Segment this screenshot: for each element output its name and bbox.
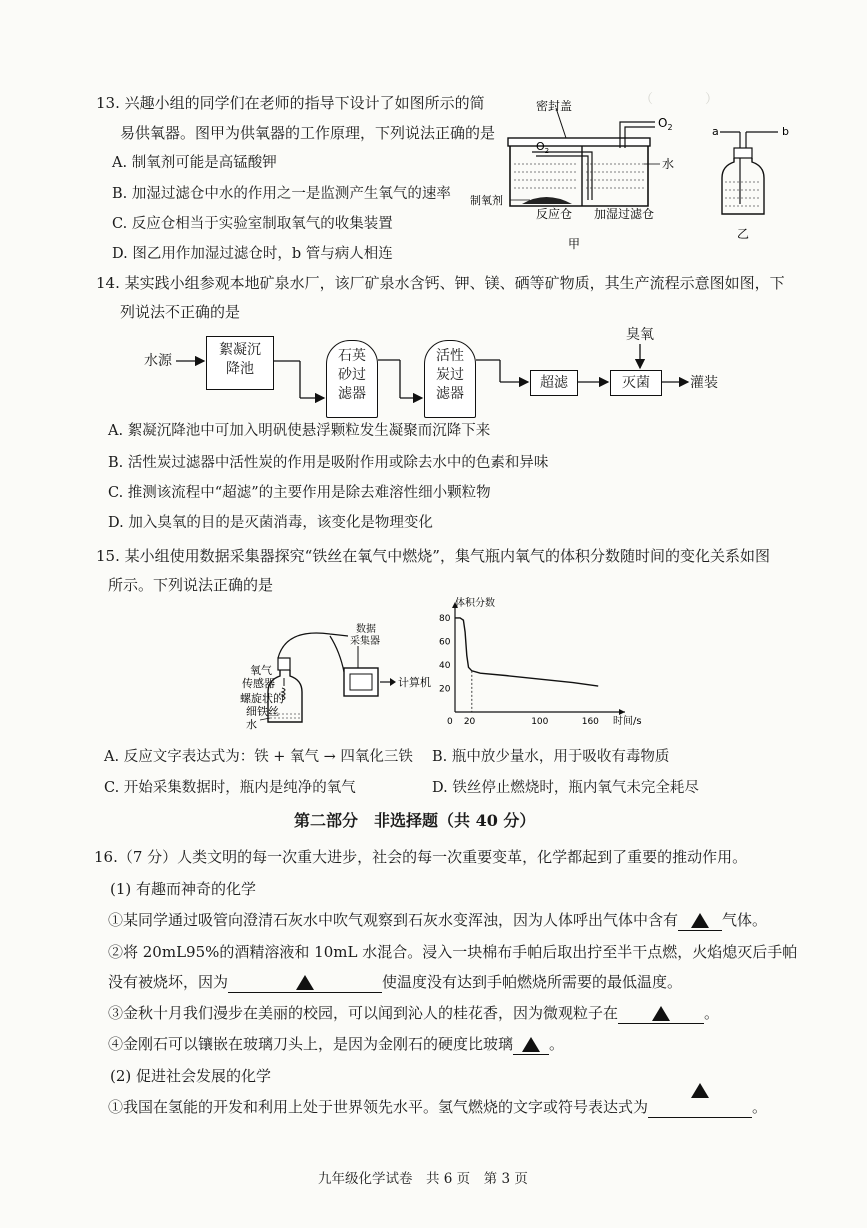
flow-step-carbon-filter: 活性 炭过 滤器 bbox=[424, 340, 476, 418]
y-axis-label: 体积分数 bbox=[455, 598, 495, 609]
page-footer: 九年级化学试卷 共 6 页 第 3 页 bbox=[318, 1171, 528, 1187]
q16-item-4: ④金刚石可以镶嵌在玻璃刀头上，是因为金刚石的硬度比玻璃 。 bbox=[108, 1035, 565, 1053]
q15-option-c: C. 开始采集数据时，瓶内是纯净的氧气 bbox=[104, 780, 356, 796]
q14-stem-line2: 列说法不正确的是 bbox=[120, 303, 241, 321]
answer-marker-icon bbox=[296, 975, 314, 990]
q15-option-d: D. 铁丝停止燃烧时，瓶内氧气未完全耗尽 bbox=[432, 780, 699, 796]
flow-step-sterilize: 灭菌 bbox=[610, 370, 662, 396]
figure-jia-caption: 甲 bbox=[568, 237, 581, 251]
q13-option-d: D. 图乙用作加湿过滤仓时，b 管与病人相连 bbox=[112, 246, 393, 262]
q13-option-c: C. 反应仓相当于实验室制取氧气的收集装置 bbox=[112, 216, 393, 232]
q13-stem-line1: 13. 兴趣小组的同学们在老师的指导下设计了如图所示的简 bbox=[96, 94, 485, 112]
sensor-label-1: 氧气 bbox=[250, 664, 272, 677]
q15-option-b: B. 瓶中放少量水，用于吸收有毒物质 bbox=[432, 749, 670, 765]
answer-marker-icon bbox=[691, 913, 709, 928]
q16-item-1: ①某同学通过吸管向澄清石灰水中吹气观察到石灰水变浑浊，因为人体呼出气体中含有 气体。 bbox=[108, 911, 768, 929]
q15-option-a: A. 反应文字表达式为：铁 + 氧气 → 四氧化三铁 bbox=[104, 749, 413, 765]
seal-cover-label: 密封盖 bbox=[536, 100, 573, 113]
x-tick-label: 0 bbox=[447, 717, 453, 727]
y-tick-label: 40 bbox=[439, 660, 451, 671]
q15-stem-line1: 15. 某小组使用数据采集器探究“铁丝在氧气中燃烧”，集气瓶内氧气的体积分数随时间的变化关系如图 bbox=[96, 547, 770, 565]
x-tick-label: 20 bbox=[463, 717, 476, 727]
answer-marker-icon bbox=[522, 1037, 540, 1052]
flow-arrows bbox=[0, 0, 867, 420]
x-axis-label: 时间/s bbox=[613, 716, 642, 727]
q16-sub2-heading: (2) 促进社会发展的化学 bbox=[110, 1067, 272, 1085]
answer-blank-2[interactable] bbox=[228, 976, 382, 993]
flow-ozone-label: 臭氧 bbox=[626, 327, 654, 343]
wire-label-1: 螺旋状的 bbox=[240, 692, 284, 705]
q14-option-a: A. 絮凝沉降池中可加入明矾使悬浮颗粒发生凝聚而沉降下来 bbox=[108, 423, 491, 439]
y-tick-label: 20 bbox=[439, 684, 451, 695]
wire-label-2: 细铁丝 bbox=[246, 705, 279, 718]
y-tick-label: 60 bbox=[439, 637, 451, 648]
water-label: 水 bbox=[662, 157, 675, 171]
o2-out-label: $O_2$ bbox=[658, 116, 673, 132]
q15-apparatus bbox=[240, 622, 440, 732]
flow-water-source: 水源 bbox=[144, 353, 172, 369]
q13-stem-line2: 易供氧器。图甲为供氧器的工作原理，下列说法正确的是 bbox=[120, 124, 496, 142]
collector-label-2: 采集器 bbox=[350, 636, 380, 647]
flow-step-ultrafiltration: 超滤 bbox=[530, 370, 578, 396]
oxygen-series-line bbox=[455, 618, 598, 686]
q14-stem-line1: 14. 某实践小组参观本地矿泉水厂，该厂矿泉水含钙、钾、镁、硒等矿物质，其生产流程示意图如图，下 bbox=[96, 274, 785, 292]
flow-step-bottling: 灌装 bbox=[690, 375, 718, 391]
answer-marker-icon bbox=[691, 1083, 709, 1098]
q16-item-2-line1: ②将 20mL95%的酒精溶液和 10mL 水混合。浸入一块棉布手帕后取出拧至半干点燃，火焰熄灭后手帕 bbox=[108, 943, 798, 961]
part2-title: 第二部分 非选择题（共 40 分） bbox=[294, 811, 536, 830]
sensor-label-2: 传感器 bbox=[242, 677, 275, 690]
tube-a-label: a bbox=[712, 125, 719, 138]
q16-stem: 16.（7 分）人类文明的每一次重大进步，社会的每一次重要变革，化学都起到了重要的推动作用。 bbox=[94, 848, 748, 866]
answer-blank-4[interactable] bbox=[513, 1038, 549, 1055]
q15-stem-line2: 所示。下列说法正确的是 bbox=[108, 576, 274, 594]
q14-option-d: D. 加入臭氧的目的是灭菌消毒，该变化是物理变化 bbox=[108, 515, 433, 531]
q16-item-2-line2: 没有被烧坏，因为 使温度没有达到手帕燃烧所需要的最低温度。 bbox=[108, 973, 683, 991]
x-axis-arrow bbox=[619, 709, 625, 715]
o2-in-label: $O_2$ bbox=[536, 140, 550, 155]
q14-option-c: C. 推测该流程中“超滤”的主要作用是除去难溶性细小颗粒物 bbox=[108, 485, 491, 501]
bleed-through-text: （ ） bbox=[640, 92, 719, 107]
answer-marker-icon bbox=[652, 1006, 670, 1021]
tube-b-label: b bbox=[782, 125, 789, 138]
water-label-q15: 水 bbox=[246, 718, 257, 731]
q16-item-3: ③金秋十月我们漫步在美丽的校园，可以闻到沁人的桂花香，因为微观粒子在 。 bbox=[108, 1004, 720, 1022]
answer-blank-5[interactable] bbox=[648, 1101, 752, 1118]
humidify-chamber-label: 加湿过滤仓 bbox=[594, 207, 655, 221]
x-tick-label: 100 bbox=[531, 717, 549, 727]
y-tick-label: 80 bbox=[439, 613, 451, 624]
q13-option-b: B. 加湿过滤仓中水的作用之一是监测产生氧气的速率 bbox=[112, 186, 451, 202]
x-tick-label: 160 bbox=[581, 717, 599, 727]
collector-label-1: 数据 bbox=[356, 624, 376, 635]
q16-sub1-heading: (1) 有趣而神奇的化学 bbox=[110, 880, 257, 898]
q15-oxygen-chart bbox=[425, 592, 647, 727]
oxygen-agent-label: 制氧剂 bbox=[470, 194, 503, 207]
answer-blank-1[interactable] bbox=[678, 914, 722, 931]
answer-blank-3[interactable] bbox=[618, 1007, 704, 1024]
computer-label: 计算机 bbox=[398, 676, 431, 689]
q14-option-b: B. 活性炭过滤器中活性炭的作用是吸附作用或除去水中的色素和异味 bbox=[108, 455, 549, 471]
reaction-chamber-label: 反应仓 bbox=[536, 207, 573, 221]
figure-yi-caption: 乙 bbox=[737, 227, 750, 241]
flow-step-flocculation: 絮凝沉 降池 bbox=[206, 336, 274, 390]
q16-item-5: ①我国在氢能的开发和利用上处于世界领先水平。氢气燃烧的文字或符号表达式为 。 bbox=[108, 1096, 767, 1118]
q13-option-a: A. 制氧剂可能是高锰酸钾 bbox=[112, 155, 277, 171]
flow-step-quartz-filter: 石英 砂过 滤器 bbox=[326, 340, 378, 418]
